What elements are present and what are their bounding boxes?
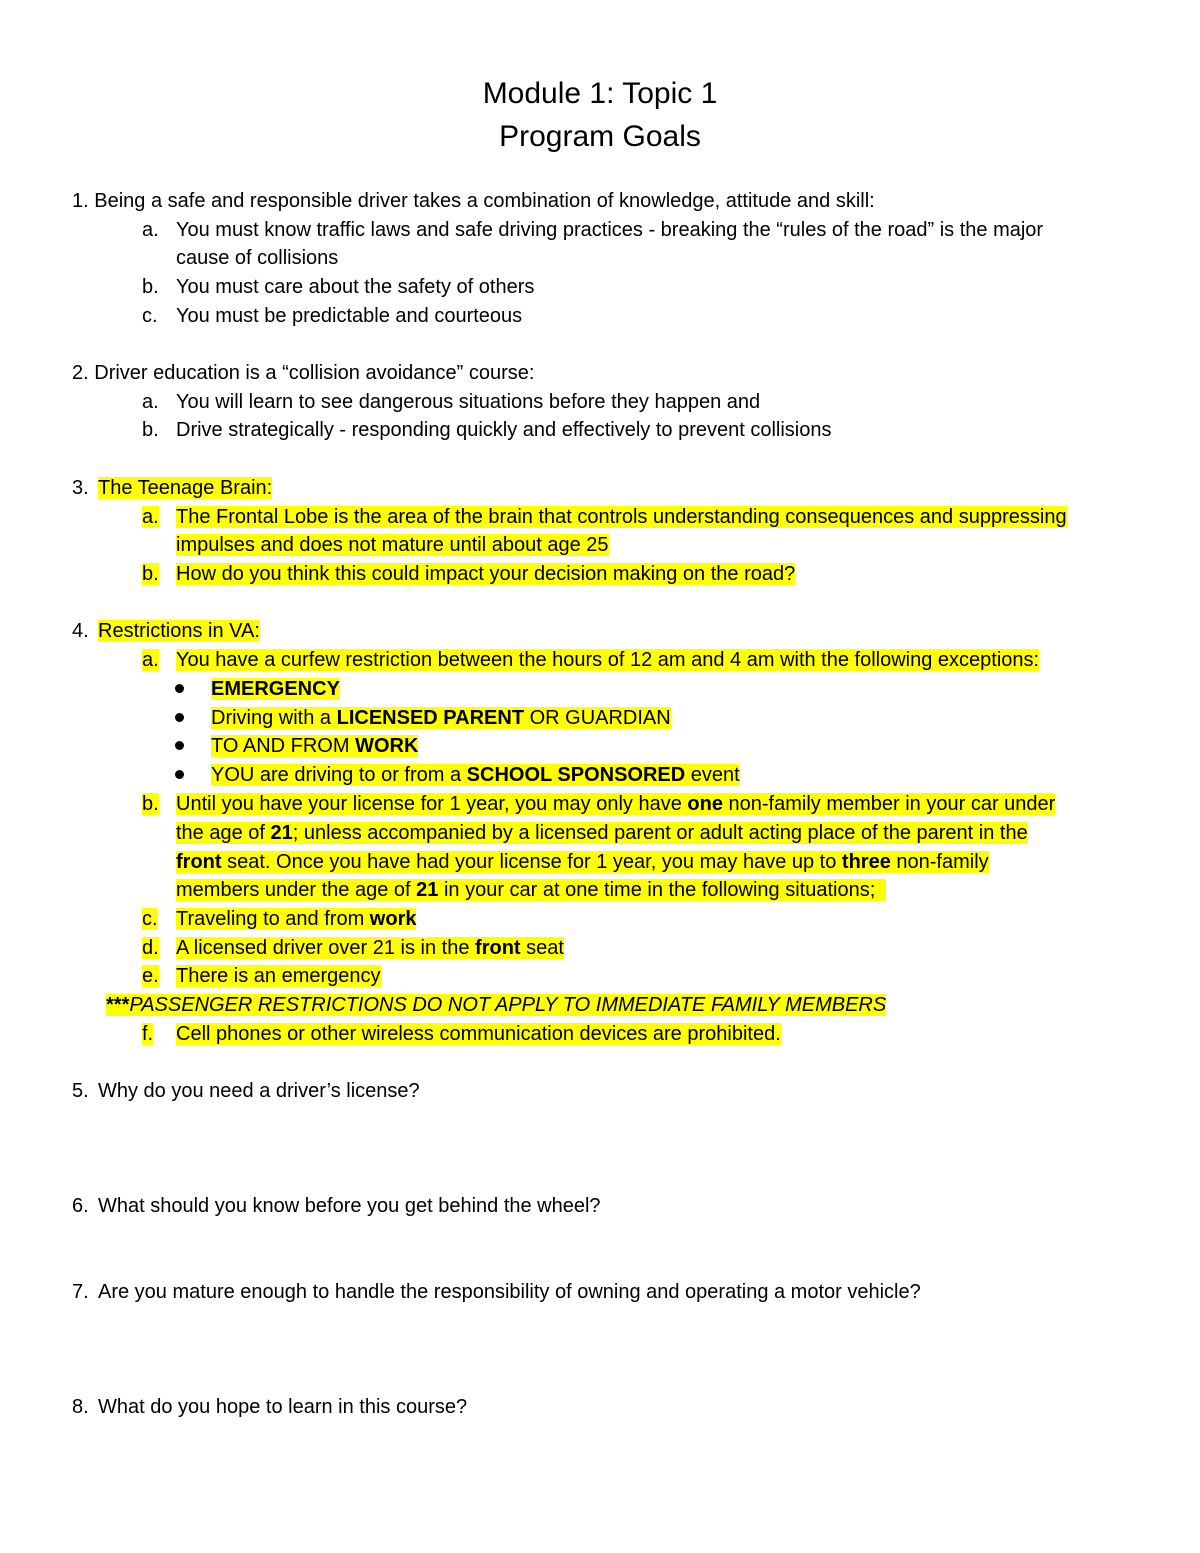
bullet-licensed-parent: Driving with a LICENSED PARENT OR GUARDIAN	[211, 707, 671, 729]
bullet-emergency: EMERGENCY	[211, 678, 340, 700]
item-4b-line3: front seat. Once you have had your license for 1 year, you may have up to three non-family	[176, 851, 989, 873]
item-3a-label: a.	[142, 506, 159, 528]
bullet-dot	[175, 741, 184, 750]
section-4-heading: Restrictions in VA:	[98, 620, 260, 642]
question-8-number: 8.	[72, 1396, 89, 1418]
item-2b-label: b.	[142, 419, 159, 441]
question-5-text: Why do you need a driver’s license?	[98, 1080, 420, 1102]
question-8-text: What do you hope to learn in this course?	[98, 1396, 468, 1418]
section-3-heading: The Teenage Brain:	[98, 477, 273, 499]
item-4c-text: Traveling to and from work	[176, 908, 417, 930]
item-4f-label: f.	[142, 1023, 154, 1045]
section-1-number: 1.	[72, 190, 89, 212]
question-7-number: 7.	[72, 1281, 89, 1303]
section-4-number: 4.	[72, 620, 89, 642]
item-1c-text: You must be predictable and courteous	[176, 305, 523, 327]
question-6-text: What should you know before you get behind the wheel?	[98, 1195, 601, 1217]
bullet-dot	[175, 713, 184, 722]
item-4c-label: c.	[142, 908, 158, 930]
item-3a-line1: The Frontal Lobe is the area of the brain that controls understanding consequences and suppressing	[176, 506, 1067, 528]
item-4d-label: d.	[142, 937, 159, 959]
bullet-dot	[175, 684, 184, 693]
item-4b-label: b.	[142, 793, 159, 815]
section-1-text: Being a safe and responsible driver takes a combination of knowledge, attitude and skill:	[94, 190, 875, 212]
item-4a-text: You have a curfew restriction between the hours of 12 am and 4 am with the following exceptions:	[176, 649, 1040, 671]
bullet-work: TO AND FROM WORK	[211, 735, 419, 757]
item-4e-label: e.	[142, 965, 159, 987]
section-2-heading	[72, 360, 534, 386]
question-6-number: 6.	[72, 1195, 89, 1217]
item-1a-line2: cause of collisions	[176, 247, 339, 269]
question-5-number: 5.	[72, 1080, 89, 1102]
item-1b-label: b.	[142, 276, 159, 298]
item-1a-line1: You must know traffic laws and safe driving practices - breaking the “rules of the road” is the major	[176, 219, 1044, 241]
passenger-restriction-note: ***PASSENGER RESTRICTIONS DO NOT APPLY TO IMMEDIATE FAMILY MEMBERS	[106, 994, 887, 1016]
item-1b-text: You must care about the safety of others	[176, 276, 535, 298]
item-2b-text: Drive strategically - responding quickly and effectively to prevent collisions	[176, 419, 832, 441]
item-3a-line2: impulses and does not mature until about age 25	[176, 534, 609, 556]
item-3b-label: b.	[142, 563, 159, 585]
bullet-school-sponsored: YOU are driving to or from a SCHOOL SPONSORED event	[211, 764, 740, 786]
item-3b-text: How do you think this could impact your decision making on the road?	[176, 563, 796, 585]
item-4a-label: a.	[142, 649, 159, 671]
section-1-heading	[72, 188, 875, 214]
section-2-number: 2.	[72, 362, 89, 384]
page-subtitle: Program Goals	[499, 120, 701, 153]
item-4b-line4: members under the age of 21 in your car at one time in the following situations;	[176, 879, 886, 901]
bullet-dot	[175, 770, 184, 779]
item-4e-text: There is an emergency	[176, 965, 381, 987]
item-4d-text: A licensed driver over 21 is in the front seat	[176, 937, 564, 959]
item-4b-line2: the age of 21; unless accompanied by a licensed parent or adult acting place of the parent in the	[176, 822, 1028, 844]
item-2a-label: a.	[142, 391, 159, 413]
item-4b-line1: Until you have your license for 1 year, you may only have one non-family member in your car under	[176, 793, 1056, 815]
question-7-text: Are you mature enough to handle the responsibility of owning and operating a motor vehicle?	[98, 1281, 921, 1303]
section-2-text: Driver education is a “collision avoidance” course:	[94, 362, 535, 384]
page-title: Module 1: Topic 1	[482, 77, 718, 110]
item-2a-text: You will learn to see dangerous situations before they happen and	[176, 391, 761, 413]
section-3-number: 3.	[72, 477, 89, 499]
item-4f-text: Cell phones or other wireless communication devices are prohibited.	[176, 1023, 781, 1045]
item-1c-label: c.	[142, 305, 158, 327]
item-1a-label: a.	[142, 219, 159, 241]
